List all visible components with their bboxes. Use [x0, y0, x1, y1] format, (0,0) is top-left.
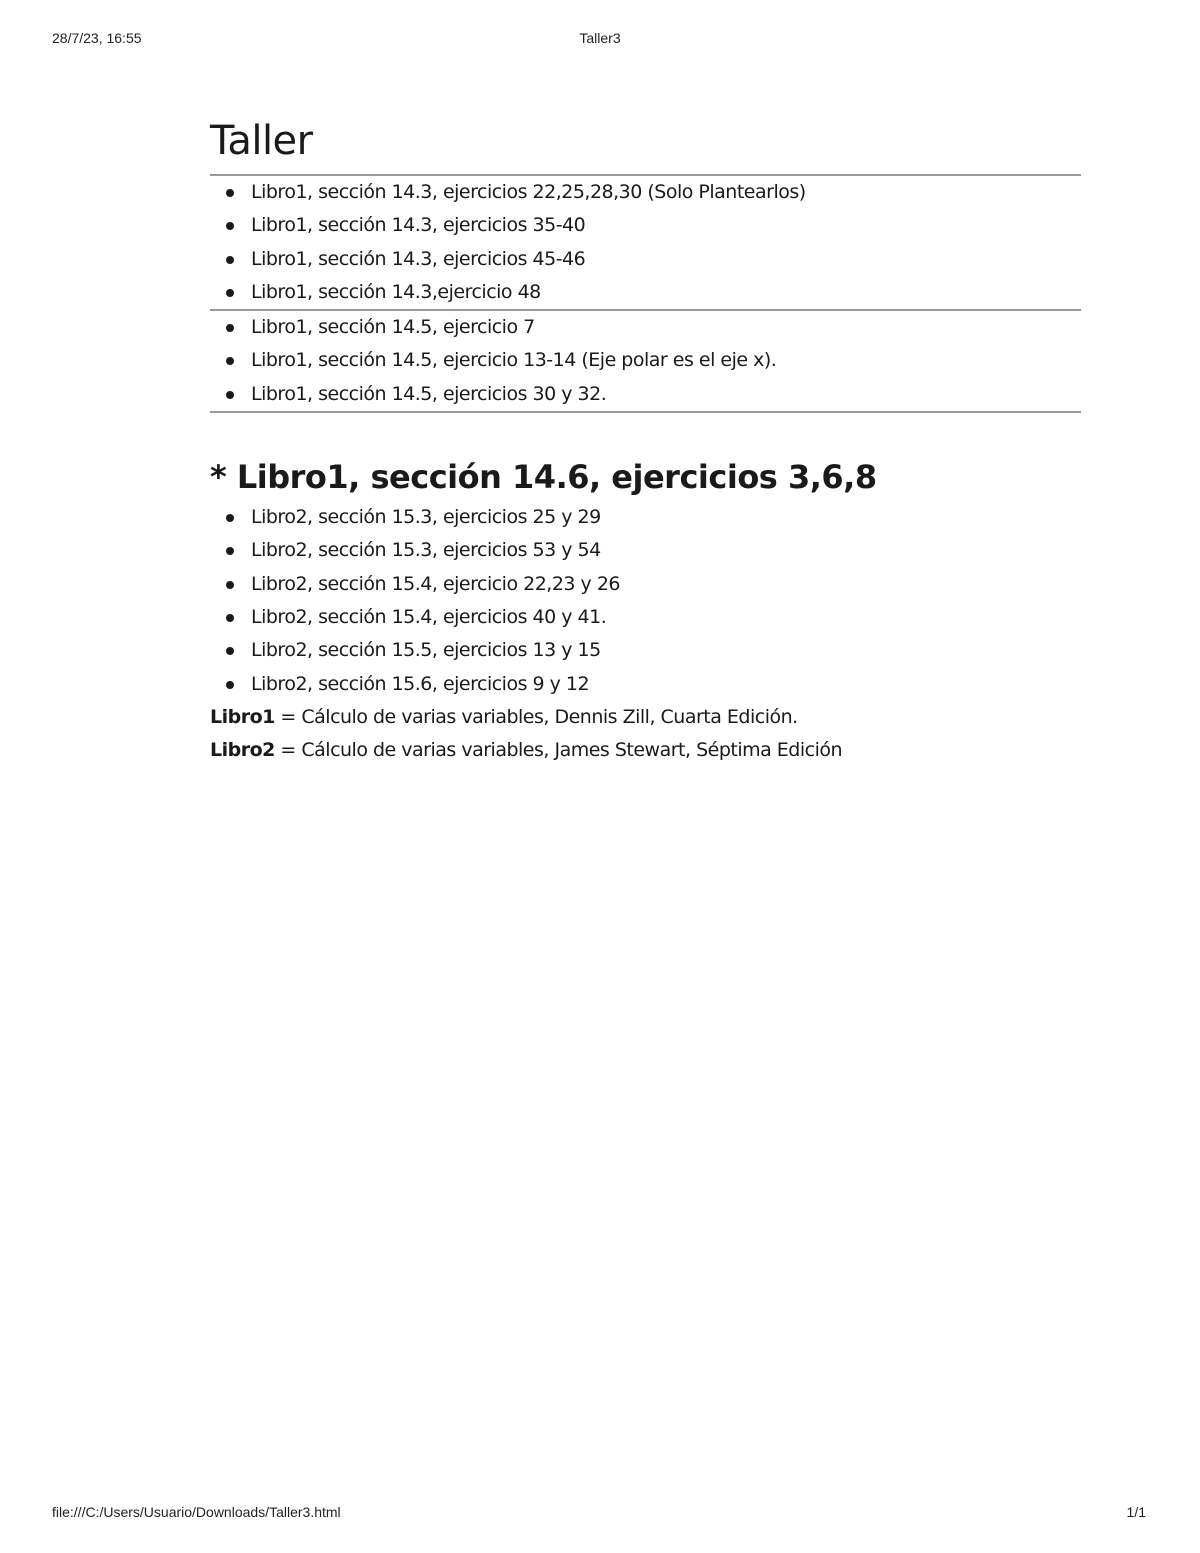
print-file-url: file:///C:/Users/Usuario/Downloads/Taller3.html: [52, 1504, 341, 1520]
exercise-list-3: [210, 501, 1081, 701]
exercise-list-1: [210, 176, 1081, 309]
list-item: Libro2, sección 15.3, ejercicios 25 y 29: [210, 501, 1081, 534]
print-page-number: 1/1: [1126, 1504, 1146, 1520]
list-item: Libro2, sección 15.4, ejercicios 40 y 41.: [210, 601, 1081, 634]
list-item: Libro1, sección 14.3, ejercicios 35-40: [210, 209, 1081, 242]
print-datetime: 28/7/23, 16:55: [52, 30, 142, 46]
print-header: [0, 30, 1200, 50]
list-item: Libro2, sección 15.3, ejercicios 53 y 54: [210, 534, 1081, 567]
document-content: [210, 108, 1081, 767]
exercise-list-2: [210, 311, 1081, 411]
reference-libro1: [210, 701, 1081, 734]
list-item: Libro1, sección 14.5, ejercicio 13-14 (Eje polar es el eje x).: [210, 344, 1081, 377]
reference-label: Libro1: [210, 705, 275, 728]
section-heading: * Libro1, sección 14.6, ejercicios 3,6,8: [210, 458, 877, 497]
list-item: Libro1, sección 14.3, ejercicios 45-46: [210, 243, 1081, 276]
list-item: Libro1, sección 14.3,ejercicio 48: [210, 276, 1081, 309]
reference-libro2: [210, 734, 1081, 767]
list-item: Libro1, sección 14.5, ejercicio 7: [210, 311, 1081, 344]
reference-text: = Cálculo de varias variables, Dennis Zill, Cuarta Edición.: [274, 705, 798, 728]
list-item: Libro1, sección 14.3, ejercicios 22,25,28,30 (Solo Plantearlos): [210, 176, 1081, 209]
list-item: Libro2, sección 15.4, ejercicio 22,23 y 26: [210, 568, 1081, 601]
list-item: Libro2, sección 15.6, ejercicios 9 y 12: [210, 668, 1081, 701]
divider: [210, 411, 1081, 413]
reference-text: = Cálculo de varias variables, James Stewart, Séptima Edición: [274, 738, 843, 761]
list-item: Libro2, sección 15.5, ejercicios 13 y 15: [210, 634, 1081, 667]
document-title: Taller: [210, 118, 313, 164]
print-page-title: Taller3: [579, 30, 621, 46]
reference-label: Libro2: [210, 738, 275, 761]
list-item: Libro1, sección 14.5, ejercicios 30 y 32.: [210, 378, 1081, 411]
print-footer: [0, 1504, 1200, 1524]
